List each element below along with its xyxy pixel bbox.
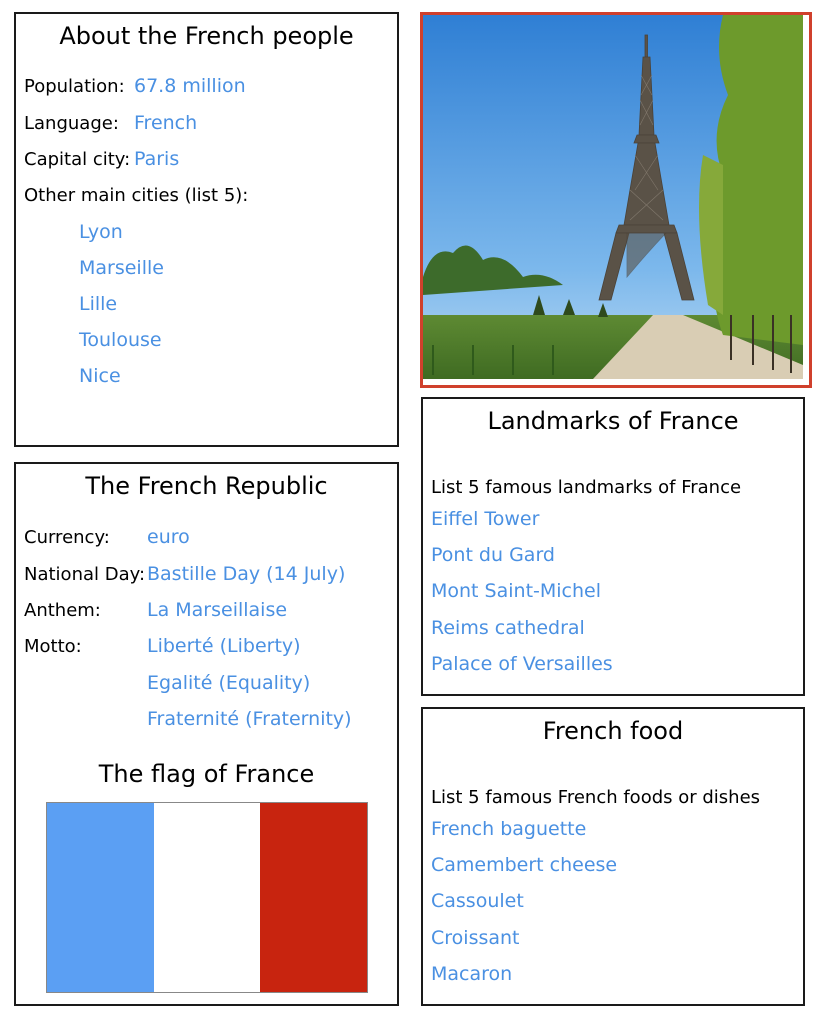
food-prompt: List 5 famous French foods or dishes xyxy=(431,787,761,808)
french-food-card xyxy=(421,707,805,1006)
flag-white-stripe xyxy=(154,803,261,992)
card-title: Landmarks of France xyxy=(487,407,739,435)
landmark-item: Palace of Versailles xyxy=(431,653,613,675)
food-item: Croissant xyxy=(431,927,520,949)
about-french-people-card xyxy=(14,12,399,447)
city-item: Marseille xyxy=(79,257,164,279)
landmark-item: Mont Saint-Michel xyxy=(431,580,602,602)
eiffel-tower-photo-illustration xyxy=(423,15,803,379)
currency-value: euro xyxy=(147,526,190,548)
landmark-item: Reims cathedral xyxy=(431,617,585,639)
food-item: Macaron xyxy=(431,963,513,985)
national-day-value: Bastille Day (14 July) xyxy=(147,563,346,585)
city-item: Nice xyxy=(79,365,121,387)
motto-value: Egalité (Equality) xyxy=(147,672,311,694)
anthem-value: La Marseillaise xyxy=(147,599,288,621)
food-item: Camembert cheese xyxy=(431,854,618,876)
eiffel-tower-photo xyxy=(420,12,812,388)
landmarks-prompt: List 5 famous landmarks of France xyxy=(431,477,742,498)
language-value: French xyxy=(134,112,198,134)
city-item: Toulouse xyxy=(79,329,162,351)
landmark-item: Pont du Gard xyxy=(431,544,555,566)
population-value: 67.8 million xyxy=(134,75,246,97)
flag-blue-stripe xyxy=(47,803,154,992)
card-title: French food xyxy=(542,717,684,745)
food-item: Cassoulet xyxy=(431,890,524,912)
population-label: Population: xyxy=(24,76,125,97)
city-item: Lille xyxy=(79,293,118,315)
motto-value: Fraternité (Fraternity) xyxy=(147,708,352,730)
landmark-item: Eiffel Tower xyxy=(431,508,540,530)
card-title: The French Republic xyxy=(85,472,328,500)
motto-value: Liberté (Liberty) xyxy=(147,635,301,657)
national-day-label: National Day: xyxy=(24,564,146,585)
card-title: About the French people xyxy=(59,22,354,50)
landmarks-card xyxy=(421,397,805,696)
language-label: Language: xyxy=(24,113,119,134)
capital-label: Capital city: xyxy=(24,149,131,170)
capital-value: Paris xyxy=(134,148,180,170)
city-item: Lyon xyxy=(79,221,123,243)
anthem-label: Anthem: xyxy=(24,600,101,621)
currency-label: Currency: xyxy=(24,527,110,548)
flag-title: The flag of France xyxy=(98,760,315,788)
food-item: French baguette xyxy=(431,818,587,840)
motto-label: Motto: xyxy=(24,636,82,657)
cities-label: Other main cities (list 5): xyxy=(24,185,249,206)
flag-of-france xyxy=(46,802,368,993)
flag-red-stripe xyxy=(260,803,367,992)
french-republic-card xyxy=(14,462,399,1006)
